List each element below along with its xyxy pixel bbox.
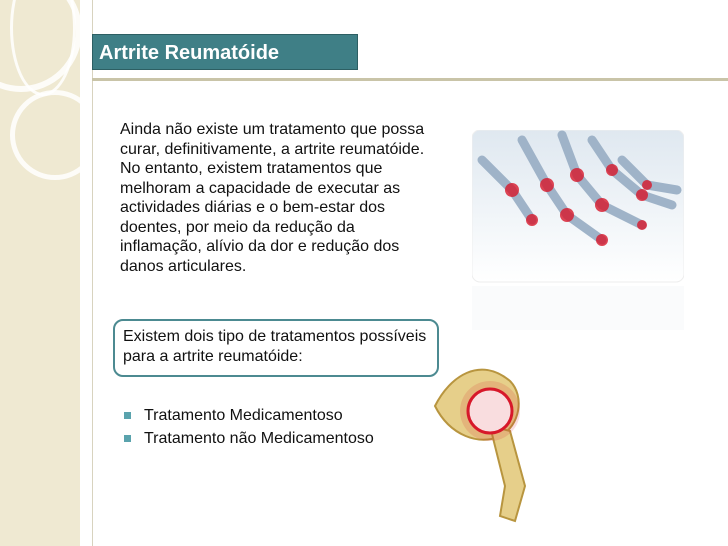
decorative-side-strip (0, 0, 80, 546)
bullet-icon (124, 435, 131, 442)
list-item-label: Tratamento Medicamentoso (144, 407, 343, 424)
bullet-icon (124, 412, 131, 419)
hip-joint-image (430, 336, 550, 526)
decorative-ring (10, 90, 100, 180)
treatment-list (124, 404, 374, 450)
list-item (124, 427, 374, 450)
list-item-label: Tratamento não Medicamentoso (144, 430, 374, 447)
title-divider (92, 78, 728, 81)
list-item (124, 404, 374, 427)
slide-title: Artrite Reumatóide (92, 34, 358, 70)
hand-joints-image (472, 130, 684, 330)
intro-paragraph: Ainda não existe um tratamento que possa curar, definitivamente, a artrite reumatóide. No entanto, existem tratamentos que melhoram a capacidade de executar as actividades diárias e o bem-estar dos doentes, por meio da redução da inflamação, alívio da dor e redução dos danos articulares. (120, 121, 425, 275)
treatment-callout: Existem dois tipo de tratamentos possíveis para a artrite reumatóide: (113, 319, 439, 377)
